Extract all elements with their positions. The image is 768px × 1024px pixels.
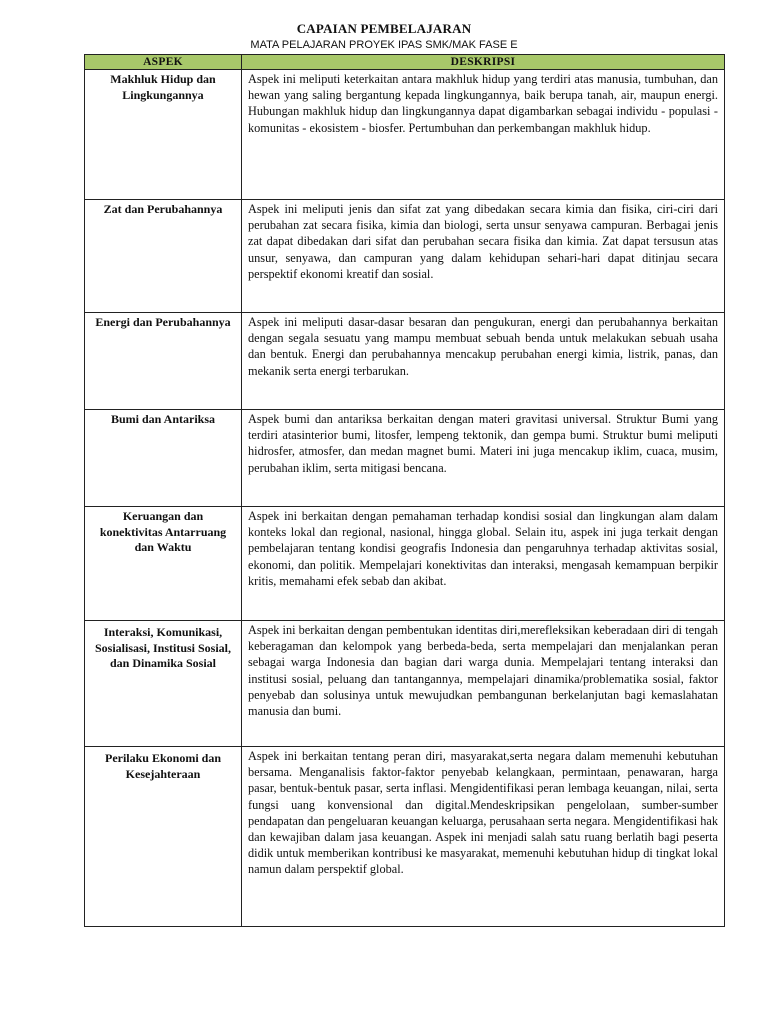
learning-outcomes-table <box>84 54 725 927</box>
header-deskripsi: DESKRIPSI <box>242 55 725 70</box>
deskripsi-cell: Aspek ini meliputi jenis dan sifat zat yang dibedakan secara kimia dan fisika, ciri-ciri dari perubahan zat secara fisika, kimia dan biologi, serta unsur senyawa campuran. Berbagai jenis zat dapat dibedakan dari sifat dan perubahan secara fisika dan kimia. Zat dapat tersusun atas unsur, senyawa, dan campuran yang dalam kehidupan sehari-hari dapat ditinjau secara perspektif ekonomi kreatif dan sosial. <box>242 200 725 313</box>
deskripsi-cell: Aspek bumi dan antariksa berkaitan dengan materi gravitasi universal. Struktur Bumi yang terdiri atasinterior bumi, litosfer, lempeng tektonik, dan gempa bumi. Struktur bumi meliputi hidrosfer, atmosfer, dan medan magnet bumi. Materi ini juga mencakup iklim, cuaca, musim, perubahan iklim, serta mitigasi bencana. <box>242 410 725 507</box>
aspek-cell: Bumi dan Antariksa <box>85 410 242 507</box>
table-row <box>85 747 725 927</box>
table-row <box>85 313 725 410</box>
deskripsi-cell: Aspek ini berkaitan tentang peran diri, masyarakat,serta negara dalam memenuhi kebutuhan bersama. Menganalisis faktor-faktor penyebab kelangkaan, permintaan, penawaran, harga pasar, bentuk-bentuk pasar, serta inflasi. Mengidentifikasi peran lembaga keuangan, nilai, serta fungsi uang konvensional dan digital.Mendeskripsikan pengelolaan, sumber-sumber pendapatan dan pengeluaran keuangan keluarga, perusahaan serta negara. Mengidentifikasi hak dan kewajiban dalam jasa keuangan. Aspek ini menjadi salah satu ruang berlatih bagi peserta didik untuk memberikan kontribusi ke masyarakat, memenuhi kebutuhan hidup di tingkat lokal namun dalam perspektif global. <box>242 747 725 927</box>
table-row <box>85 200 725 313</box>
document-title: CAPAIAN PEMBELAJARAN <box>296 21 472 36</box>
aspek-cell: Perilaku Ekonomi dan Kesejahteraan <box>85 747 242 927</box>
aspek-cell: Keruangan dan konektivitas Antarruang dan Waktu <box>85 507 242 621</box>
table-row <box>85 410 725 507</box>
table-row <box>85 507 725 621</box>
deskripsi-cell: Aspek ini meliputi keterkaitan antara makhluk hidup yang terdiri atas manusia, tumbuhan, dan hewan yang saling bergantung kepada lingkungannya, baik berupa tanah, air, maupun energi. Hubungan makhluk hidup dan lingkungannya dapat digambarkan sebagai individu - populasi - komunitas - ekosistem - biosfer. Pertumbuhan dan perkembangan makhluk hidup. <box>242 70 725 200</box>
table-row <box>85 70 725 200</box>
table-row <box>85 621 725 747</box>
table-header-row <box>85 55 725 70</box>
deskripsi-cell: Aspek ini berkaitan dengan pembentukan identitas diri,merefleksikan keberadaan diri di tengah keberagaman dan kelompok yang berbeda-beda, serta mempelajari dan menjalankan peran sebagai warga Indonesia dan bagian dari warga dunia. Mempelajari tentang interaksi dan institusi sosial, peluang dan tantangannya, mempelajari dinamika/problematika sosial, faktor penyebab dan solusinya untuk mewujudkan pembangunan berkelanjutan bagi kemaslahatan manusia dan bumi. <box>242 621 725 747</box>
aspek-cell: Makhluk Hidup dan Lingkungannya <box>85 70 242 200</box>
aspek-cell: Interaksi, Komunikasi, Sosialisasi, Institusi Sosial, dan Dinamika Sosial <box>85 621 242 747</box>
document-subtitle: MATA PELAJARAN PROYEK IPAS SMK/MAK FASE E <box>250 39 518 51</box>
deskripsi-cell: Aspek ini berkaitan dengan pemahaman terhadap kondisi sosial dan lingkungan alam dalam konteks lokal dan regional, nasional, hingga global. Selain itu, aspek ini juga terkait dengan pembelajaran tentang kondisi geografis Indonesia dan pengaruhnya terhadap aktivitas sosial, ekonomi, dan politik. Mempelajari konektivitas dan interaksi, mengasah kemampuan berpikir kritis, memahami efek sebab dan akibat. <box>242 507 725 621</box>
header-aspek: ASPEK <box>85 55 242 70</box>
aspek-cell: Zat dan Perubahannya <box>85 200 242 313</box>
deskripsi-cell: Aspek ini meliputi dasar-dasar besaran dan pengukuran, energi dan perubahannya berkaitan dengan segala sesuatu yang mampu membuat sebuah benda untuk melakukan sebuah usaha dan bentuk. Energi dan perubahannya mencakup perubahan energi kimia, listrik, panas, dan mekanik serta energi terbarukan. <box>242 313 725 410</box>
aspek-cell: Energi dan Perubahannya <box>85 313 242 410</box>
